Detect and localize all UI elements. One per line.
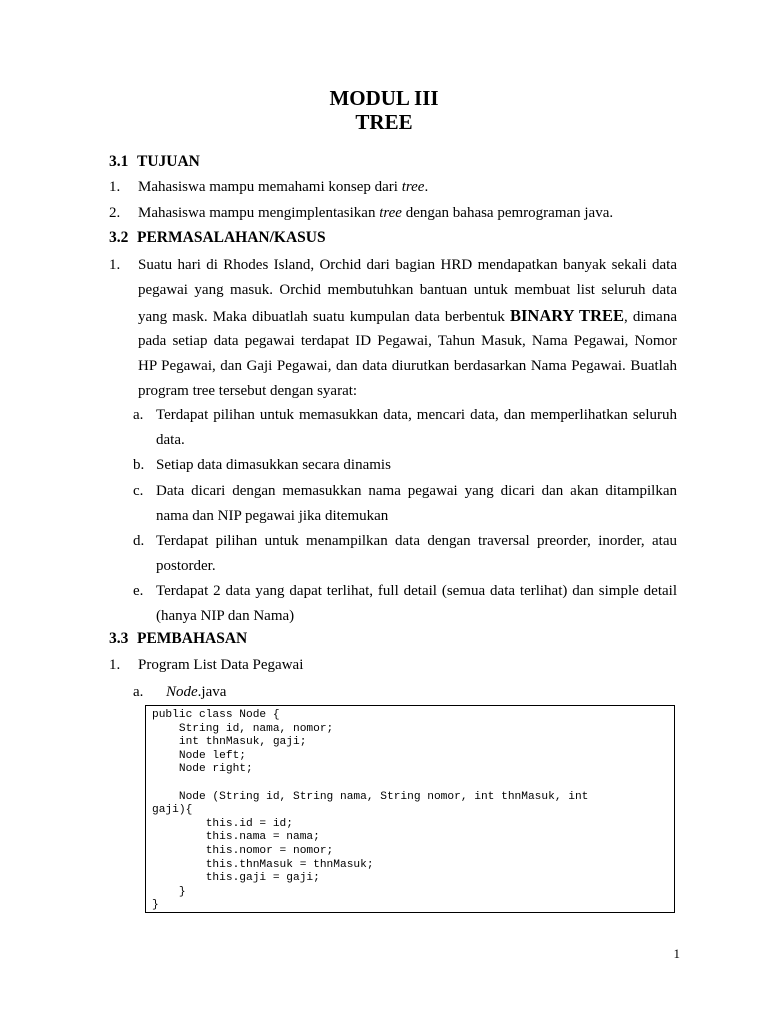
- code-listing: public class Node { String id, nama, nomor; int thnMasuk, gaji; Node left; Node right; Node (String id, String nama, String nomor, int thnMasuk, int gaji){ this.id = id; this.nama = nama; this.nomor = nomor; this.thnMasuk = thnMasuk; this.gaji = gaji; } }: [152, 709, 589, 912]
- paragraph-line: Suatu hari di Rhodes Island, Orchid dari bagian HRD mendapatkan banyak sekali data: [138, 257, 677, 273]
- kasus-sub-c: [133, 481, 677, 532]
- section-heading-tujuan: [109, 152, 200, 172]
- kasus-item-1: [109, 255, 677, 407]
- kasus-sub-a: [133, 405, 677, 456]
- item-text: Mahasiswa mampu mengimplentasikan: [138, 205, 380, 221]
- binary-tree-term: BINARY TREE: [509, 305, 624, 325]
- section-title: TUJUAN: [137, 153, 200, 170]
- sub-line: data.: [156, 432, 185, 449]
- file-extension: .java: [197, 684, 227, 700]
- sub-line: Setiap data dimasukkan secara dinamis: [156, 457, 391, 473]
- tujuan-item-2: [109, 203, 677, 223]
- section-heading-kasus: [109, 228, 326, 248]
- kasus-sub-b: [133, 455, 677, 480]
- section-number: 3.1: [109, 153, 129, 170]
- paragraph-line: [138, 306, 677, 331]
- page-number: 1: [673, 946, 680, 961]
- list-letter: b.: [133, 457, 145, 473]
- list-letter: c.: [133, 483, 144, 499]
- list-letter: e.: [133, 583, 144, 599]
- list-number: 1.: [109, 657, 121, 673]
- paragraph-text: yang mask. Maka dibuatlah suatu kumpulan data berbentuk: [138, 308, 510, 325]
- item-text: Mahasiswa mampu memahami konsep dari: [138, 179, 402, 195]
- file-name: Node: [166, 684, 198, 700]
- paragraph-line: program tree tersebut dengan syarat:: [138, 383, 358, 400]
- item-emphasis: tree: [401, 179, 425, 195]
- sub-line: Terdapat pilihan untuk menampilkan data dengan traversal preorder, inorder, atau: [156, 533, 677, 549]
- kasus-sub-e: [133, 581, 677, 632]
- paragraph-line: HP Pegawai, dan Gaji Pegawai, dan data diurutkan berdasarkan Nama Pegawai. Buatlah: [138, 358, 677, 375]
- module-title: MODUL III: [329, 86, 439, 110]
- file-label: [133, 682, 226, 702]
- section-title: PERMASALAHAN/KASUS: [137, 229, 326, 246]
- tujuan-item-1: [109, 177, 677, 197]
- list-number: 1.: [109, 257, 121, 273]
- item-text: Program List Data Pegawai: [138, 657, 304, 673]
- item-emphasis: tree: [379, 205, 402, 221]
- code-block: [145, 705, 675, 913]
- sub-line: (hanya NIP dan Nama): [156, 608, 295, 625]
- list-number: 2.: [109, 205, 121, 221]
- paragraph-line: pada setiap data pegawai terdapat ID Pegawai, Tahun Masuk, Nama Pegawai, Nomor: [138, 332, 677, 349]
- sub-line: Data dicari dengan memasukkan nama pegawai yang dicari dan akan ditampilkan: [156, 483, 677, 499]
- sub-line: postorder.: [156, 558, 216, 575]
- module-subtitle: TREE: [355, 110, 413, 134]
- section-title: PEMBAHASAN: [137, 630, 248, 647]
- sub-line: Terdapat pilihan untuk memasukkan data, mencari data, dan memperlihatkan seluruh: [156, 407, 677, 423]
- paragraph-line: pegawai yang masuk. Orchid membutuhkan bantuan untuk membuat list seluruh data: [138, 282, 677, 299]
- section-heading-pembahasan: [109, 629, 247, 649]
- kasus-sub-d: [133, 531, 677, 582]
- sub-line: nama dan NIP pegawai jika ditemukan: [156, 508, 389, 525]
- item-text-end: dengan bahasa pemrograman java.: [401, 205, 614, 221]
- list-letter: a.: [133, 684, 144, 700]
- section-number: 3.3: [109, 630, 129, 647]
- pembahasan-item-1: [109, 655, 677, 675]
- list-letter: d.: [133, 533, 145, 549]
- list-number: 1.: [109, 179, 121, 195]
- paragraph-text: , dimana: [624, 308, 678, 325]
- item-text-end: .: [424, 179, 429, 195]
- section-number: 3.2: [109, 229, 129, 246]
- list-letter: a.: [133, 407, 144, 423]
- sub-line: Terdapat 2 data yang dapat terlihat, full detail (semua data terlihat) dan simple detail: [156, 583, 677, 599]
